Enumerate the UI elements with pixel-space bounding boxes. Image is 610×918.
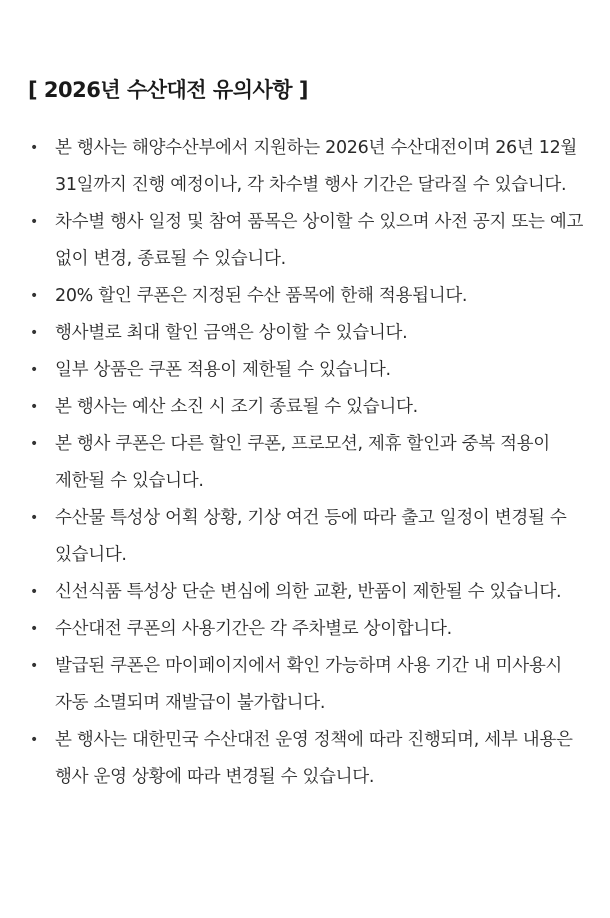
notice-item [28,389,586,426]
notice-item [28,611,586,648]
notice-item [28,278,586,315]
bullet-icon: • [30,399,38,415]
bullet-icon: • [30,436,38,452]
bullet-icon: • [30,510,38,526]
bullet-icon: • [30,621,38,637]
bullet-icon: • [30,732,38,748]
bullet-icon: • [30,140,38,156]
notice-item-text: 본 행사는 예산 소진 시 조기 종료될 수 있습니다. [55,397,418,417]
notice-item [28,315,586,352]
notice-item-text: 본 행사는 해양수산부에서 지원하는 2026년 수산대전이며 26년 12월 31일까지 진행 예정이나, 각 차수별 행사 기간은 달라질 수 있습니다. [55,138,578,195]
notice-item-text: 일부 상품은 쿠폰 적용이 제한될 수 있습니다. [55,360,391,380]
notice-item [28,204,586,278]
notice-item [28,574,586,611]
notice-title: [ 2026년 수산대전 유의사항 ] [28,78,308,102]
notice-list [28,130,586,796]
notice-item [28,130,586,204]
notice-item-text: 수산물 특성상 어획 상황, 기상 여건 등에 따라 출고 일정이 변경될 수 있습니다. [55,508,567,565]
bullet-icon: • [30,362,38,378]
notice-item-text: 신선식품 특성상 단순 변심에 의한 교환, 반품이 제한될 수 있습니다. [55,582,562,602]
notice-item-text: 20% 할인 쿠폰은 지정된 수산 품목에 한해 적용됩니다. [55,286,468,306]
notice-item-text: 수산대전 쿠폰의 사용기간은 각 주차별로 상이합니다. [55,619,452,639]
bullet-icon: • [30,288,38,304]
bullet-icon: • [30,214,38,230]
notice-item [28,648,586,722]
notice-item [28,500,586,574]
notice-item [28,426,586,500]
notice-item [28,352,586,389]
notice-item-text: 차수별 행사 일정 및 참여 품목은 상이할 수 있으며 사전 공지 또는 예고 없이 변경, 종료될 수 있습니다. [55,212,584,269]
notice-item-text: 발급된 쿠폰은 마이페이지에서 확인 가능하며 사용 기간 내 미사용시 자동 소멸되며 재발급이 불가합니다. [55,656,563,713]
bullet-icon: • [30,658,38,674]
notice-item-text: 본 행사는 대한민국 수산대전 운영 정책에 따라 진행되며, 세부 내용은 행사 운영 상황에 따라 변경될 수 있습니다. [55,730,573,787]
notice-item-text: 본 행사 쿠폰은 다른 할인 쿠폰, 프로모션, 제휴 할인과 중복 적용이 제한될 수 있습니다. [55,434,550,491]
notice-item [28,722,586,796]
bullet-icon: • [30,584,38,600]
notice-item-text: 행사별로 최대 할인 금액은 상이할 수 있습니다. [55,323,408,343]
bullet-icon: • [30,325,38,341]
